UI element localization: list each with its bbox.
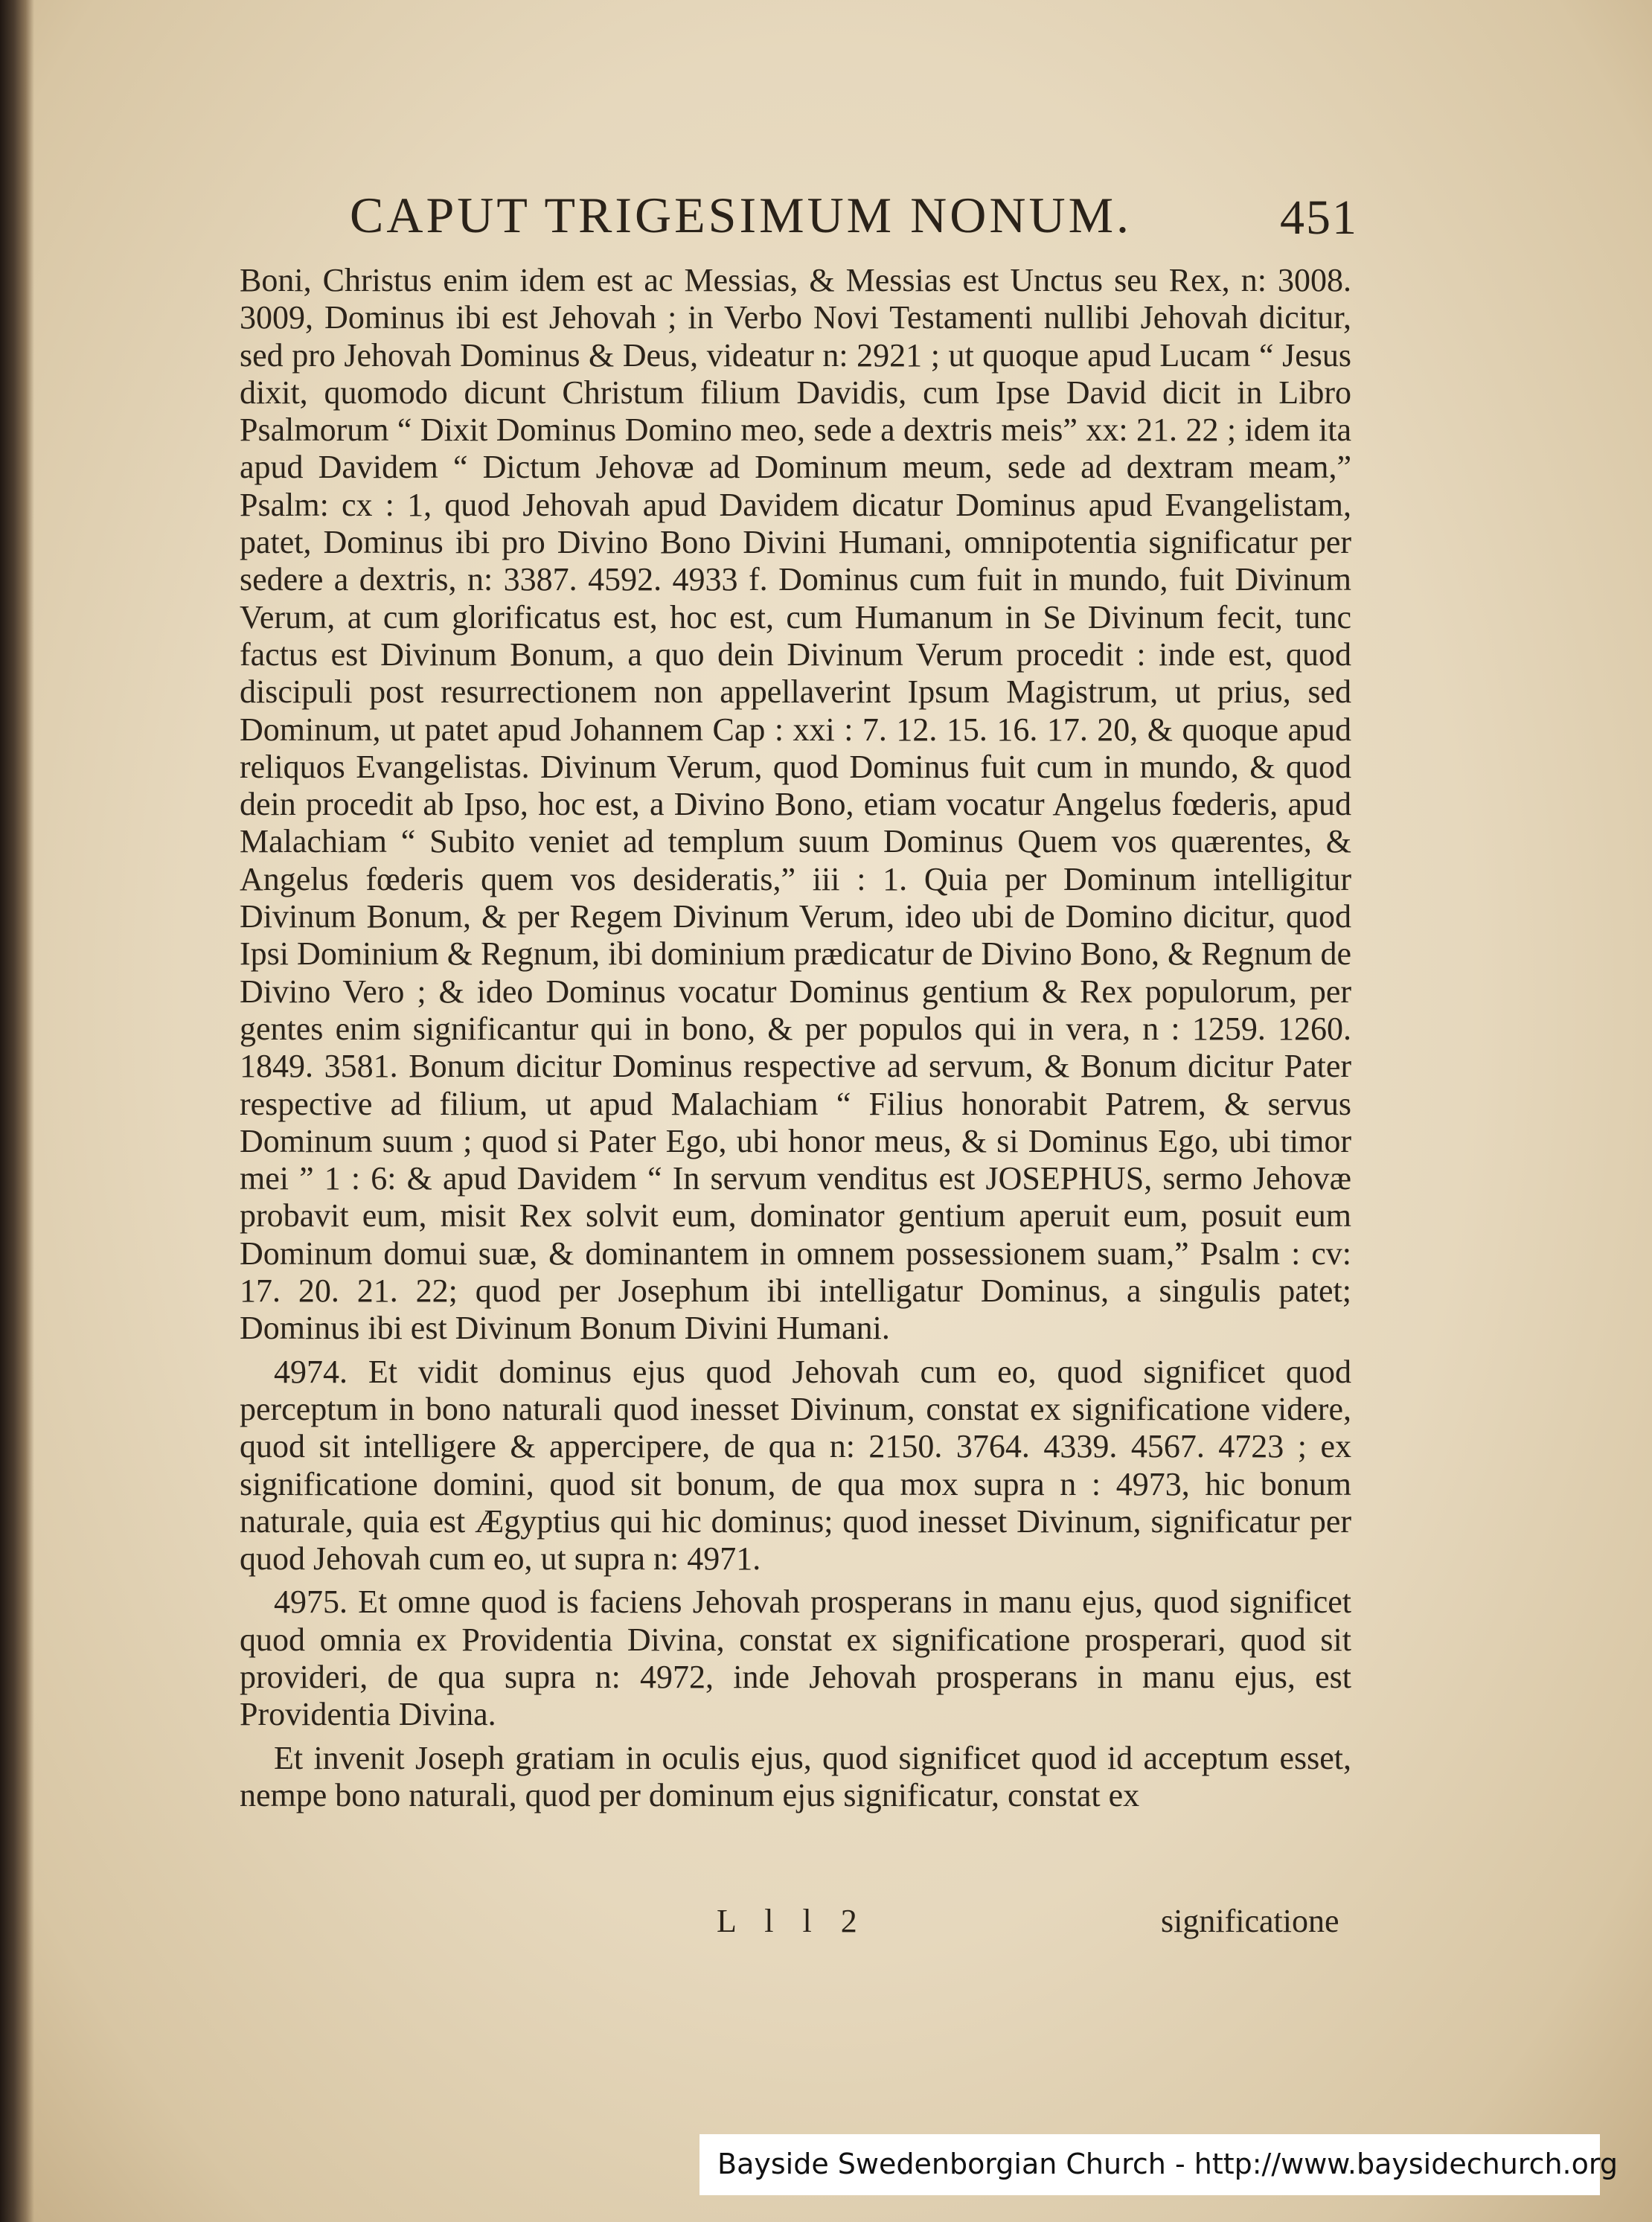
book-binding-shadow xyxy=(0,0,34,2222)
page-number: 451 xyxy=(1280,190,1358,245)
paragraph-continuation: Boni, Christus enim idem est ac Messias, & Messias est Unctus seu Rex, n: 3008. 3009, Dominus ibi est Jehovah ; in Verbo Novi Testamenti nullibi Jehovah dicitur, sed pro Jehovah Dominus & Deus, videatur n: 2921 ; ut quoque apud Lucam “ Jesus dixit, quomodo dicunt Christum filium Davidis, cum Ipse David dicit in Libro Psalmorum “ Dixit Dominus Domino meo, sede a dextris meis” xx: 21. 22 ; idem ita apud Davidem “ Dictum Jehovæ ad Dominum meum, sede ad dextram meam,” Psalm: cx : 1, quod Jehovah apud Davidem dicatur Dominus apud Evangelistam, patet, Dominus ibi pro Divino Bono Divini Humani, omnipotentia significatur per sedere a dextris, n: 3387. 4592. 4933 f. Dominus cum fuit in mundo, fuit Divinum Verum, at cum glorificatus est, hoc est, cum Humanum in Se Divinum fecit, tunc factus est Divinum Bonum, a quo dein Divinum Verum procedit : inde est, quod discipuli post resurrectionem non appellaverint Ipsum Magistrum, ut prius, sed Dominum, ut patet apud Johannem Cap : xxi : 7. 12. 15. 16. 17. 20, & quoque apud reliquos Evangelistas. Divinum Verum, quod Dominus fuit cum in mundo, & quod dein procedit ab Ipso, hoc est, a Divino Bono, etiam vocatur Angelus fœderis, apud Malachiam “ Subito veniet ad templum suum Dominus Quem vos quærentes, & Angelus fœderis quem vos desideratis,” iii : 1. Quia per Dominum intelligitur Divinum Bonum, & per Regem Divinum Verum, ideo ubi de Domino dicitur, quod Ipsi Dominium & Regnum, ibi dominium prædicatur de Divino Bono, & Regnum de Divino Vero ; & ideo Dominus vocatur Dominus gentium & Rex populorum, per gentes enim significantur qui in bono, & per populos qui in vera, n : 1259. 1260. 1849. 3581. Bonum dicitur Dominus respective ad servum, & Bonum dicitur Pater respective ad filium, ut apud Malachiam “ Filius honorabit Patrem, & servus Dominum suum ; quod si Pater Ego, ubi honor meus, & si Dominus Ego, ubi timor mei ” 1 : 6: & apud Davidem “ In servum venditus est JOSEPHUS, sermo Jehovæ probavit eum, misit Rex solvit eum, dominator gentium aperuit eum, posuit eum Dominum domui suæ, & dominantem in omnem possessionem suam,” Psalm : cv: 17. 20. 21. 22; quod per Josephum ibi intelligatur Dominus, a singulis patet; Dominus ibi est Divinum Bonum Divini Humani. xyxy=(240,262,1351,1347)
paragraph-invenit: Et invenit Joseph gratiam in oculis ejus, quod significet quod id acceptum esset, nempe bono naturali, quod per dominum ejus significatur, constat ex xyxy=(240,1739,1351,1813)
paragraph-4974: 4974. Et vidit dominus ejus quod Jehovah cum eo, quod significet quod perceptum in bono naturali quod inesset Divinum, constat ex significatione videre, quod sit intelligere & appercipere, de qua n: 2150. 3764. 4339. 4567. 4723 ; ex significatione domini, quod sit bonum, de qua mox supra n : 4973, hic bonum naturale, quia est Ægyptius qui hic dominus; quod inesset Divinum, significatur per quod Jehovah cum eo, ut supra n: 4971. xyxy=(240,1353,1351,1578)
signature-mark: L l l 2 xyxy=(717,1903,868,1939)
paragraph-4975: 4975. Et omne quod is faciens Jehovah prosperans in manu ejus, quod significet quod omnia ex Providentia Divina, constat ex significatione prosperari, quod sit provideri, de qua supra n: 4972, inde Jehovah prosperans in manu ejus, est Providentia Divina. xyxy=(240,1584,1351,1733)
running-head: CAPUT TRIGESIMUM NONUM. xyxy=(350,187,1133,243)
catchword: significatione xyxy=(1161,1903,1339,1939)
credit-banner xyxy=(699,2134,1618,2195)
credit-text: Bayside Swedenborgian Church - http://www.baysidechurch.org xyxy=(717,2148,1618,2180)
body-text xyxy=(240,262,1351,1814)
